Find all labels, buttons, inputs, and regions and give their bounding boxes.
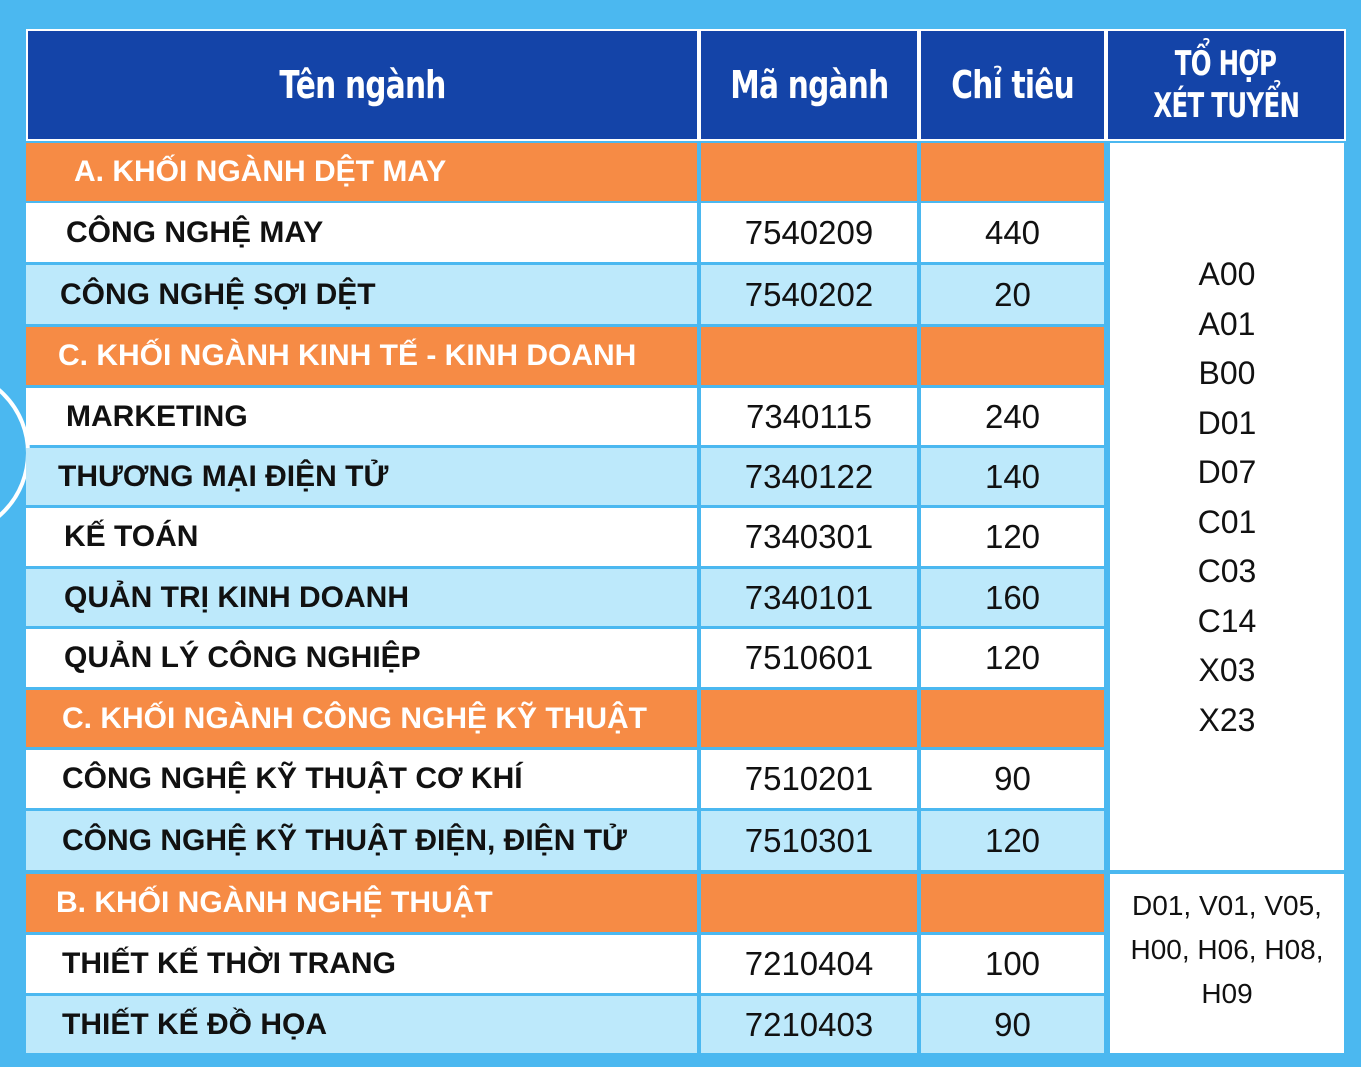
table-row-name — [26, 265, 697, 324]
major-quota: 160 — [984, 578, 1041, 616]
table-row-name — [26, 996, 697, 1053]
combo-line: D01, V01, V05, — [1132, 890, 1322, 921]
table-row-code — [701, 811, 917, 870]
group-row-quota-blank — [921, 874, 1104, 932]
table-row-name — [26, 935, 697, 993]
major-quota: 140 — [984, 457, 1041, 495]
major-name: CÔNG NGHỆ SỢI DỆT — [60, 277, 376, 311]
group-row-code-blank — [701, 143, 917, 201]
table-row-quota — [921, 750, 1104, 808]
table-row-quota — [921, 448, 1104, 505]
header-combo — [1106, 29, 1346, 141]
table-row-name — [26, 629, 697, 687]
major-name: THƯƠNG MẠI ĐIỆN TỬ — [58, 459, 389, 493]
major-quota: 120 — [984, 821, 1041, 859]
group-row-economics — [26, 327, 697, 385]
group-title: C. KHỐI NGÀNH CÔNG NGHỆ KỸ THUẬT — [62, 701, 647, 735]
table-row-name — [26, 448, 697, 505]
combo-list-arts — [1110, 874, 1344, 1053]
major-code: 7510601 — [744, 639, 874, 676]
header-name-label: Tên ngành — [279, 63, 446, 107]
group-title: B. KHỐI NGÀNH NGHỆ THUẬT — [56, 886, 493, 919]
group-row-code-blank — [701, 327, 917, 385]
major-name: QUẢN TRỊ KINH DOANH — [64, 580, 409, 614]
table-row-quota — [921, 569, 1104, 626]
major-code: 7210403 — [744, 1005, 874, 1043]
combo-code: D07 — [1197, 454, 1257, 490]
combo-code: A01 — [1198, 305, 1256, 342]
combo-line: H00, H06, H08, — [1130, 934, 1324, 965]
table-row-quota — [921, 811, 1104, 870]
combo-code: B00 — [1198, 355, 1256, 391]
major-quota: 20 — [994, 275, 1031, 313]
major-name: CÔNG NGHỆ KỸ THUẬT ĐIỆN, ĐIỆN TỬ — [62, 823, 627, 857]
header-name — [26, 29, 699, 141]
table-row-quota — [921, 388, 1104, 445]
major-name: THIẾT KẾ ĐỒ HỌA — [62, 1007, 328, 1041]
group-row-quota-blank — [921, 143, 1104, 201]
header-combo-line1: TỔ HỢP — [1175, 44, 1277, 84]
table-row-name — [26, 811, 697, 870]
table-row-quota — [921, 265, 1104, 324]
major-code: 7340122 — [744, 457, 874, 495]
major-code: 7340101 — [744, 578, 874, 616]
header-quota — [919, 29, 1106, 141]
table-row-quota — [921, 996, 1104, 1053]
major-code: 7340301 — [744, 518, 874, 555]
combo-code: X03 — [1198, 652, 1256, 688]
major-quota: 90 — [994, 760, 1031, 797]
table-row-quota — [921, 629, 1104, 687]
major-quota: 120 — [984, 518, 1041, 555]
combo-line: H09 — [1201, 978, 1253, 1009]
major-code: 7540209 — [744, 213, 874, 251]
combo-code: C01 — [1197, 503, 1257, 540]
table-row-name — [26, 750, 697, 808]
group-row-quota-blank — [921, 327, 1104, 385]
major-name: MARKETING — [66, 399, 248, 433]
major-code: 7540202 — [744, 275, 874, 313]
table-row-quota — [921, 203, 1104, 262]
group-row-quota-blank — [921, 690, 1104, 747]
combo-code: A00 — [1198, 256, 1256, 292]
major-name: CÔNG NGHỆ MAY — [66, 215, 324, 249]
header-combo-line2: XÉT TUYỂN — [1153, 86, 1299, 126]
major-code: 7340115 — [745, 397, 873, 435]
major-quota: 240 — [984, 397, 1041, 435]
table-row-name — [26, 388, 697, 445]
group-row-textile — [26, 143, 697, 201]
group-row-code-blank — [701, 690, 917, 747]
group-title: A. KHỐI NGÀNH DỆT MAY — [74, 155, 447, 188]
table-row-name — [26, 508, 697, 566]
group-row-arts — [26, 874, 697, 932]
table-row-name — [26, 569, 697, 626]
major-quota: 440 — [984, 213, 1041, 251]
table-row-quota — [921, 935, 1104, 993]
header-quota-label: Chỉ tiêu — [951, 63, 1074, 107]
header-code-label: Mã ngành — [729, 63, 889, 107]
major-name: THIẾT KẾ THỜI TRANG — [62, 947, 396, 980]
table-row-code — [701, 203, 917, 262]
group-title: C. KHỐI NGÀNH KINH TẾ - KINH DOANH — [58, 339, 637, 372]
table-row-code — [701, 448, 917, 505]
major-name: QUẢN LÝ CÔNG NGHIỆP — [64, 641, 421, 674]
combo-code: C03 — [1197, 553, 1257, 589]
combo-list-general — [1110, 143, 1344, 870]
table-row-code — [701, 629, 917, 687]
major-quota: 120 — [984, 639, 1041, 676]
major-name: KẾ TOÁN — [64, 520, 199, 553]
table-row-code — [701, 569, 917, 626]
header-code — [699, 29, 919, 141]
table-row-code — [701, 750, 917, 808]
combo-code: C14 — [1197, 602, 1257, 639]
major-code: 7510301 — [744, 821, 874, 859]
group-row-engineering — [26, 690, 697, 747]
major-quota: 100 — [984, 945, 1041, 982]
table-row-name — [26, 203, 697, 262]
combo-code: X23 — [1198, 701, 1256, 738]
major-name: CÔNG NGHỆ KỸ THUẬT CƠ KHÍ — [62, 762, 523, 795]
combo-code: D01 — [1197, 404, 1257, 441]
major-code: 7510201 — [744, 760, 874, 797]
table-row-quota — [921, 508, 1104, 566]
major-code: 7210404 — [744, 945, 874, 982]
table-row-code — [701, 996, 917, 1053]
table-row-code — [701, 935, 917, 993]
table-row-code — [701, 508, 917, 566]
table-row-code — [701, 265, 917, 324]
major-quota: 90 — [994, 1005, 1031, 1043]
group-row-code-blank — [701, 874, 917, 932]
table-row-code — [701, 388, 917, 445]
